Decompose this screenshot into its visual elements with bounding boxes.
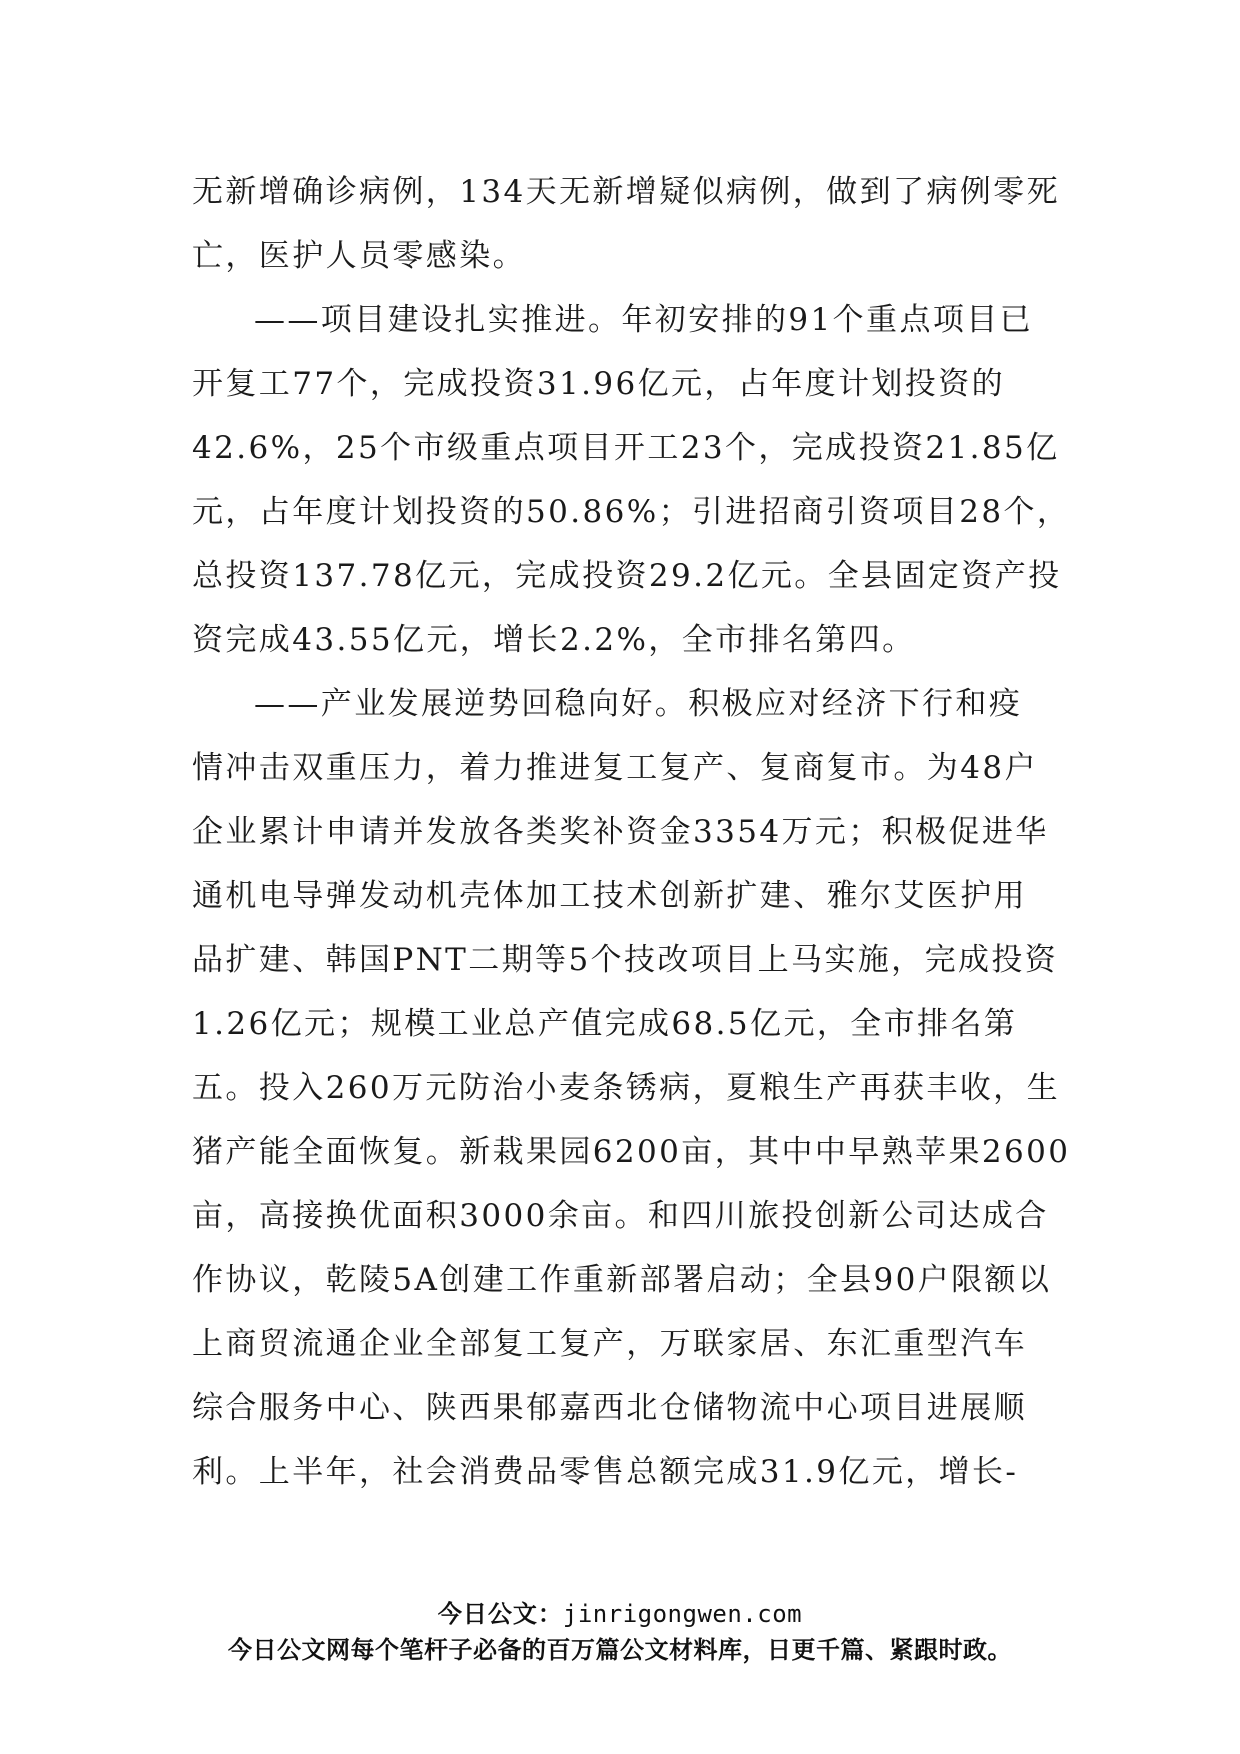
text-line: 猪产能全面恢复。新栽果园6200亩，其中中早熟苹果2600 bbox=[192, 1134, 1071, 1170]
text-line: ——产业发展逆势回稳向好。积极应对经济下行和疫 bbox=[254, 686, 1023, 722]
footer-site-url[interactable]: jinrigongwen.com bbox=[562, 1600, 803, 1628]
text-line: 总投资137.78亿元，完成投资29.2亿元。全县固定资产投 bbox=[192, 558, 1062, 594]
body-text bbox=[192, 160, 1071, 1504]
text-line: 资完成43.55亿元，增长2.2%，全市排名第四。 bbox=[192, 622, 916, 658]
text-line: 情冲击双重压力，着力推进复工复产、复商复市。为48户 bbox=[192, 750, 1038, 786]
text-line: 亩，高接换优面积3000余亩。和四川旅投创新公司达成合 bbox=[192, 1198, 1049, 1234]
text-line: ——项目建设扎实推进。年初安排的91个重点项目已 bbox=[254, 302, 1034, 338]
text-line: 上商贸流通企业全部复工复产，万联家居、东汇重型汽车 bbox=[192, 1326, 1027, 1362]
text-line: 开复工77个，完成投资31.96亿元，占年度计划投资的 bbox=[192, 366, 1005, 402]
text-line: 元，占年度计划投资的50.86%；引进招商引资项目28个， bbox=[192, 494, 1071, 530]
text-line: 42.6%，25个市级重点项目开工23个，完成投资21.85亿 bbox=[192, 430, 1060, 466]
footer-site-label: 今日公文： bbox=[437, 1600, 563, 1628]
footer-site bbox=[0, 1594, 1240, 1629]
text-line: 无新增确诊病例，134天无新增疑似病例，做到了病例零死 bbox=[192, 174, 1060, 210]
text-line: 企业累计申请并发放各类奖补资金3354万元；积极促进华 bbox=[192, 814, 1049, 850]
text-line: 通机电导弹发动机壳体加工技术创新扩建、雅尔艾医护用 bbox=[192, 878, 1027, 914]
text-line: 品扩建、韩国PNT二期等5个技改项目上马实施，完成投资 bbox=[192, 942, 1059, 978]
text-line: 利。上半年，社会消费品零售总额完成31.9亿元，增长- bbox=[192, 1454, 1019, 1490]
text-line: 1.26亿元；规模工业总产值完成68.5亿元，全市排名第 bbox=[192, 1006, 1018, 1042]
text-line: 五。投入260万元防治小麦条锈病，夏粮生产再获丰收，生 bbox=[192, 1070, 1060, 1106]
text-line: 亡，医护人员零感染。 bbox=[192, 238, 526, 274]
text-line: 作协议，乾陵5A创建工作重新部署启动；全县90户限额以 bbox=[192, 1262, 1052, 1298]
text-line: 综合服务中心、陕西果郁嘉西北仓储物流中心项目进展顺 bbox=[192, 1390, 1027, 1426]
footer-tagline: 今日公文网每个笔杆子必备的百万篇公文材料库，日更千篇、紧跟时政。 bbox=[228, 1636, 1012, 1664]
